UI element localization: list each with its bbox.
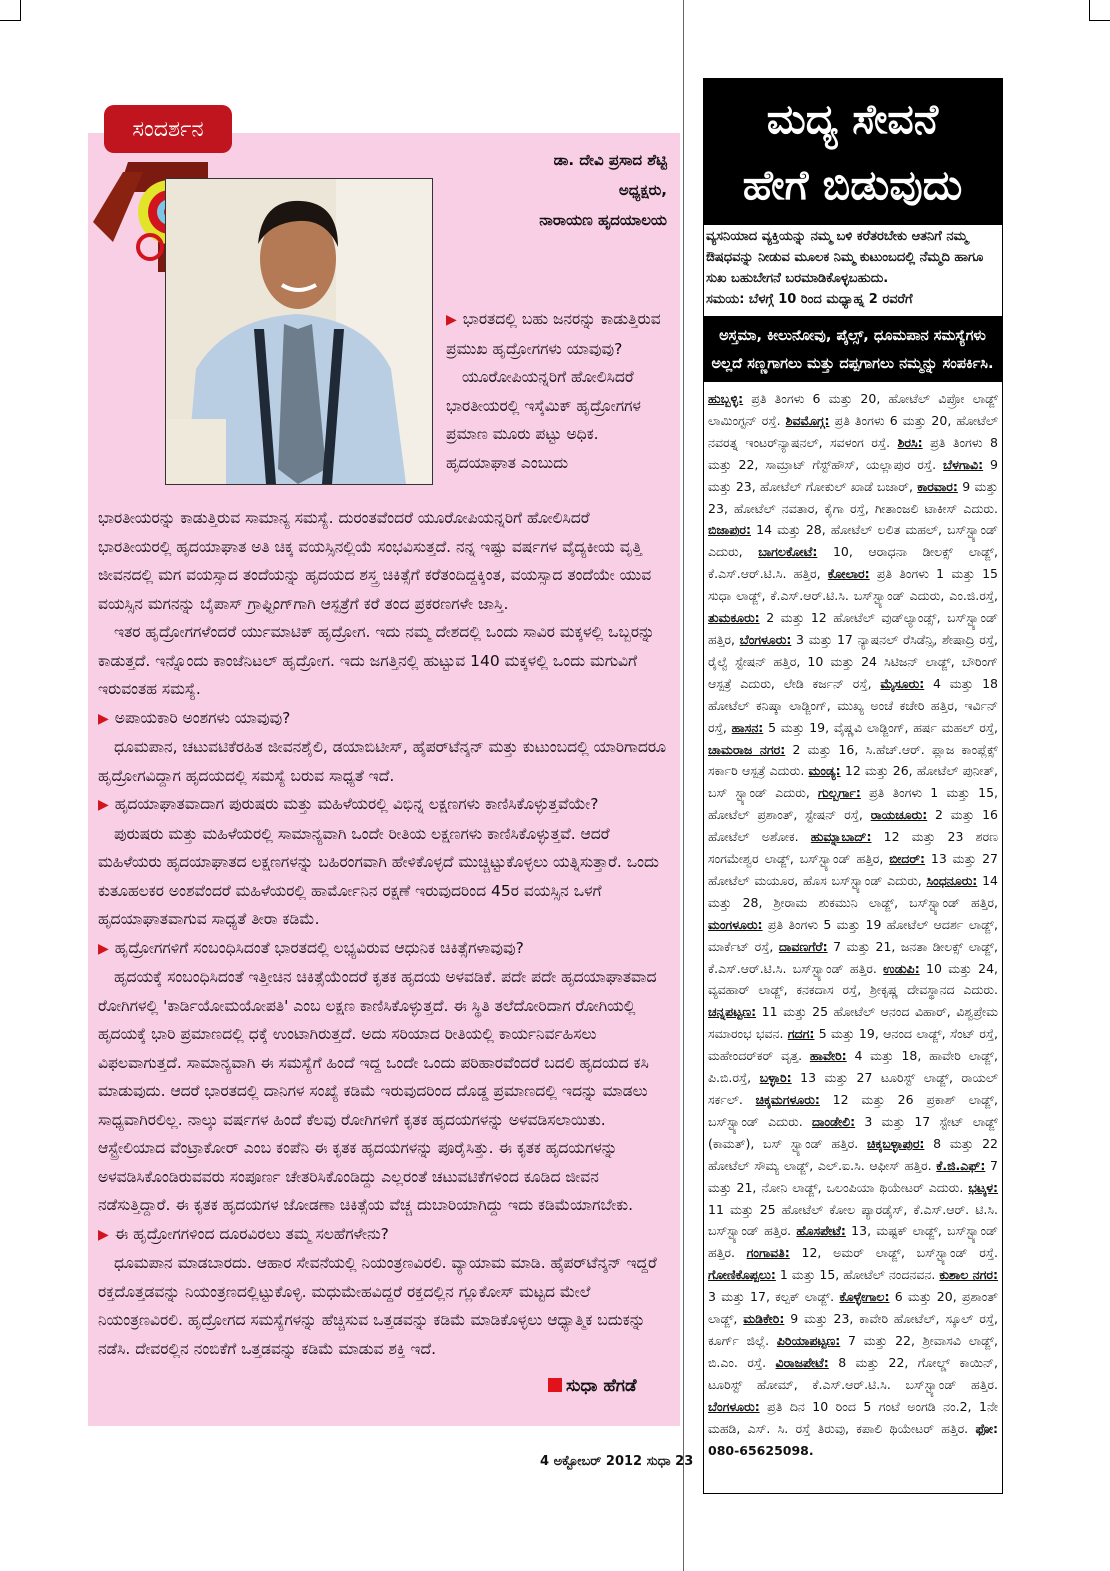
signature: ಸುಧಾ ಹೆಗಡೆ: [548, 1376, 637, 1396]
location-place: ಪಿರಿಯಾಪಟ್ಟಣ:: [776, 1332, 841, 1348]
location-place: ತುಮಕೂರು:: [708, 610, 760, 626]
location-place: ಚಿಕ್ಕಬಳ್ಳಾಪುರ:: [866, 1135, 925, 1151]
section-badge: [104, 105, 232, 153]
location-place: ಶಿರಸಿ:: [897, 434, 923, 450]
triangle-bullet-icon: ▶: [98, 710, 109, 727]
answer-5: ಧೂಮಪಾನ ಮಾಡಬಾರದು. ಆಹಾರ ಸೇವನೆಯಲ್ಲಿ ನಿಯಂತ್ರಣವಿರಲಿ. ವ್ಯಾಯಾಮ ಮಾಡಿ. ಹೈಪರ್‌ಟೆನ್ಶನ್ ಇದ್ದರೆ ರಕ್ತದೊತ್ತಡವನ್ನು ನಿಯಂತ್ರಣದಲ್ಲಿಟ್ಟುಕೊಳ್ಳಿ. ಮಧುಮೇಹವಿದ್ದರೆ ರಕ್ತದಲ್ಲಿನ ಗ್ಲೂಕೋಸ್ ಮಟ್ಟದ ಮೇಲೆ ನಿಯಂತ್ರಣವಿರಲಿ. ಹೃದ್ರೋಗದ ಸಮಸ್ಯೆಗಳನ್ನು ಹೆಚ್ಚಿಸುವ ಒತ್ತಡವನ್ನು ಕಡಿಮೆ ಮಾಡಿಕೊಳ್ಳಲು ಆಧ್ಯಾತ್ಮಿಕ ಬದುಕನ್ನು ನಡೆಸಿ. ದೇವರಲ್ಲಿನ ನಂಬಿಕೆಗೆ ಒತ್ತಡವನ್ನು ಕಡಿಮೆ ಮಾಡುವ ಶಕ್ತಿ ಇದೆ.: [98, 1254, 657, 1358]
location-place: ಚಾಮರಾಜ ನಗರ:: [708, 741, 786, 757]
location-detail: 3 ಮತ್ತು 17 ನ್ಯಾಷನಲ್ ರೆಸಿಡೆನ್ಸಿ, ಶೇಷಾದ್ರಿ ರಸ್ತೆ, ರೈಲ್ವೆ ಸ್ಟೇಷನ್ ಹತ್ತಿರ, 10 ಮತ್ತು 24 ಸಿಟಿಜನ್ ಲಾಡ್ಜ್, ಬೌರಿಂಗ್ ಆಸ್ಪತ್ರೆ ಎದುರು, ಲೇಡಿ ಕರ್ಜನ್ ರಸ್ತೆ,: [708, 631, 998, 691]
location-place: ಕೆ.ಜಿ.ಎಫ್:: [936, 1157, 986, 1173]
location-detail: 9 ಮತ್ತು 23, ಹೋಟೆಲ್ ನವತಾರ, ಕೈಗಾ ರಸ್ತೆ, ಗೀತಾಂಜಲಿ ಟಾಕೀಸ್ ಎದುರು.: [708, 478, 999, 516]
location-place: ವಿರಾಜಪೇಟೆ:: [775, 1354, 829, 1370]
location-detail: 10, ಆರಾಧನಾ ಡೀಲಕ್ಸ್ ಲಾಡ್ಜ್, ಕೆ.ಎಸ್.ಆರ್.ಟಿ.ಸಿ. ಹತ್ತಿರ,: [708, 544, 998, 582]
location-detail: 5 ಮತ್ತು 19, ಆನಂದ ಲಾಡ್ಜ್, ಸೆಂಟ್ ರಸ್ತೆ, ಮಹೇಂದರ್‌ಕರ್ ವೃತ್ತ.: [708, 1026, 999, 1064]
location-detail: 10 ಮತ್ತು 24, ವ್ಯವಹಾರ್ ಲಾಡ್ಜ್, ಕನಕದಾಸ ರಸ್ತೆ, ಶ್ರೀಕೃಷ್ಣ ದೇವಸ್ಥಾನದ ಎದುರು.: [708, 960, 998, 998]
location-place: ಕೋಲಾರ:: [827, 566, 870, 582]
triangle-bullet-icon: ▶: [98, 940, 109, 957]
page-folio: 4 ಅಕ್ಟೋಬರ್ 2012 ಸುಧಾ 23: [540, 1454, 694, 1469]
location-detail: 13 ಮತ್ತು 27 ಹೋಟೆಲ್ ಮಯೂರ, ಹೊಸ ಬಸ್‌ಸ್ಟ್ಯಾಂಡ್ ಎದುರು,: [708, 851, 998, 888]
location-place: ಭಟ್ಕಳ:: [968, 1179, 998, 1195]
sidebar-intro-text: ವ್ಯಸನಿಯಾದ ವ್ಯಕ್ತಿಯನ್ನು ನಮ್ಮ ಬಳಿ ಕರೆತರಬೇಕು ಆತನಿಗೆ ನಮ್ಮ ಔಷಧವನ್ನು ನೀಡುವ ಮೂಲಕ ನಿಮ್ಮ ಕುಟುಂಬದಲ್ಲಿ ನೆಮ್ಮದಿ ಹಾಗೂ ಸುಖ ಬಹುಬೇಗನೆ ಬರಮಾಡಿಕೊಳ್ಳಬಹುದು.: [706, 229, 984, 286]
sidebar-headline-line-2: ಹೇಗೆ ಬಿಡುವುದು: [742, 161, 963, 209]
section-badge-label: ಸಂದರ್ಶನ: [132, 116, 204, 142]
location-detail: ಪ್ರತಿ ತಿಂಗಳು 5 ಮತ್ತು 19 ಹೋಟೆಲ್ ಆದರ್ಶ ಲಾಡ್ಜ್, ಮಾರ್ಕೆಟ್ ರಸ್ತೆ,: [708, 916, 998, 954]
location-place: ಕೊಳ್ಳೇಗಾಲ:: [839, 1289, 890, 1305]
location-place: ಕಾರವಾರ:: [917, 478, 958, 494]
byline-name: ಡಾ. ದೇವಿ ಪ್ರಸಾದ ಶೆಟ್ಟಿ: [553, 151, 667, 169]
location-place: ದಾವಣಗೆರೆ:: [778, 938, 828, 954]
sidebar-headline: [703, 78, 1002, 225]
location-detail: 2 ಮತ್ತು 16, ಸಿ.ಹೆಚ್.ಆರ್. ಪ್ಲಾಜ ಕಾಂಪ್ಲೆಕ್ಸ್ ಸರ್ಕಾರಿ ಆಸ್ಪತ್ರೆ ಎದುರು.: [708, 741, 998, 779]
location-place: ಹುಮ್ನಾಬಾದ್:: [810, 829, 872, 845]
location-place: ಮಂಡ್ಯ:: [808, 763, 841, 779]
location-detail: 8 ಮತ್ತು 22 ಹೋಟೆಲ್ ಸೌಮ್ಯ ಲಾಡ್ಜ್, ಎಲ್.ಐ.ಸಿ. ಆಫೀಸ್ ಹತ್ತಿರ.: [708, 1135, 998, 1173]
location-place: ಬಳ್ಳಾರಿ:: [759, 1070, 792, 1086]
location-detail: 13, ಮಷ್ಟಕ್ ಲಾಡ್ಜ್, ಬಸ್‌ಸ್ಟ್ಯಾಂಡ್ ಹತ್ತಿರ.: [708, 1223, 998, 1261]
location-entry: [708, 1267, 939, 1282]
article-narrow-block: [446, 305, 666, 477]
triangle-bullet-icon: ▶: [98, 1226, 109, 1243]
answer-1-part-3: ಇತರ ಹೃದ್ರೋಗಗಳೆಂದರೆ ರ್ಯುಮಾಟಿಕ್ ಹೃದ್ರೋಗ. ಇದು ನಮ್ಮ ದೇಶದಲ್ಲಿ ಒಂದು ಸಾವಿರ ಮಕ್ಕಳಲ್ಲಿ ಒಬ್ಬರನ್ನು ಕಾಡುತ್ತದೆ. ಇನ್ನೊಂದು ಕಾಂಜೆನಿಟಲ್ ಹೃದ್ರೋಗ. ಇದು ಜಗತ್ತಿನಲ್ಲಿ ಹುಟ್ಟುವ 140 ಮಕ್ಕಳಲ್ಲಿ ಒಂದು ಮಗುವಿಗೆ ಇರುವಂತಹ ಸಮಸ್ಯೆ.: [98, 623, 655, 698]
byline: [455, 145, 667, 235]
location-detail: ಪ್ರತಿ ತಿಂಗಳು 6 ಮತ್ತು 20, ಹೋಟೆಲ್ ವಿಪ್ರೋ ಲಾಡ್ಜ್ ಲಾಮಿಂಗ್ಟನ್ ರಸ್ತೆ.: [708, 391, 998, 428]
location-place: ಮೈಸೂರು:: [880, 675, 925, 691]
location-place: ಹಾಸನ:: [731, 719, 764, 735]
location-place: ರಾಯಚೂರು:: [870, 807, 928, 823]
question-5: ▶ ಈ ಹೃದ್ರೋಗಗಳಿಂದ ದೂರವಿರಲು ತಮ್ಮ ಸಲಹೆಗಳೇನು?: [98, 1224, 389, 1243]
answer-1-part-1: ಯೂರೋಪಿಯನ್ನರಿಗೆ ಹೋಲಿಸಿದರೆ ಭಾರತೀಯರಲ್ಲಿ ಇಸ್ಕೆಮಿಕ್ ಹೃದ್ರೋಗಗಳ ಪ್ರಮಾಣ ಮೂರು ಪಟ್ಟು ಅಧಿಕ. ಹೃದಯಾಘಾತ ಎಂಬುದು: [446, 368, 641, 472]
location-detail: 12, ಅಮರ್ ಲಾಡ್ಜ್, ಬಸ್‌ಸ್ಟ್ಯಾಂಡ್ ರಸ್ತೆ.: [789, 1245, 998, 1261]
location-entry: [747, 1245, 998, 1260]
red-square-icon: [548, 1378, 562, 1392]
crop-mark: [1089, 0, 1110, 21]
location-place: ಉಡುಪಿ:: [883, 960, 920, 976]
location-detail: 7 ಮತ್ತು 21, ನೋನಿ ಲಾಡ್ಜ್, ಒಲಂಪಿಯಾ ಥಿಯೇಟರ್ ಎದುರು.: [708, 1157, 998, 1195]
location-detail: 4 ಮತ್ತು 18 ಹೋಟೆಲ್ ಕನಿಷ್ಕಾ ಲಾಡ್ಜಿಂಗ್, ಮುಖ್ಯ ಅಂಚೆ ಕಚೇರಿ ಹತ್ತಿರ, ಇರ್ವಿನ್ ರಸ್ತೆ,: [708, 675, 998, 735]
location-place: ಬೆಂಗಳೂರು:: [739, 631, 792, 647]
location-detail: ಪ್ರತಿ ತಿಂಗಳು 1 ಮತ್ತು 15, ಹೋಟೆಲ್ ಪ್ರಶಾಂತ್, ಸ್ಟೇಷನ್ ರಸ್ತೆ,: [708, 785, 999, 823]
question-4: ▶ ಹೃದ್ರೋಗಗಳಿಗೆ ಸಂಬಂಧಿಸಿದಂತೆ ಭಾರತದಲ್ಲಿ ಲಭ್ಯವಿರುವ ಆಧುನಿಕ ಚಿಕಿತ್ಸೆಗಳಾವುವು?: [98, 938, 524, 957]
location-place: ಗಂಗಾವತಿ:: [746, 1245, 790, 1261]
location-detail: 2 ಮತ್ತು 12 ಹೋಟೆಲ್ ವುಡ್‌ಲ್ಯಾಂಡ್ಸ್, ಬಸ್‌ಸ್ಟ್ಯಾಂಡ್ ಹತ್ತಿರ,: [708, 610, 998, 647]
location-detail: 3 ಮತ್ತು 17, ಕಲ್ಪಕ್ ಲಾಡ್ಜ್.: [708, 1289, 840, 1305]
location-place: ಬಿಜಾಪುರ:: [708, 522, 751, 538]
answer-4: ಹೃದಯಕ್ಕೆ ಸಂಬಂಧಿಸಿದಂತೆ ಇತ್ತೀಚಿನ ಚಿಕಿತ್ಸೆಯೆಂದರೆ ಕೃತಕ ಹೃದಯ ಅಳವಡಿಕೆ. ಪದೇ ಪದೇ ಹೃದಯಾಘಾತವಾದ ರೋಗಿಗಳಲ್ಲಿ 'ಕಾರ್ಡಿಯೋಮಯೋಪತಿ' ಎಂಬ ಲಕ್ಷಣ ಕಾಣಿಸಿಕೊಳ್ಳುತ್ತದೆ. ಈ ಸ್ಥಿತಿ ತಲೆದೋರಿದಾಗ ರೋಗಿಯಲ್ಲಿ ಹೃದಯಕ್ಕೆ ಭಾರಿ ಪ್ರಮಾಣದಲ್ಲಿ ಧಕ್ಕೆ ಉಂಟಾಗಿರುತ್ತದೆ. ಅದು ಸರಿಯಾದ ರೀತಿಯಲ್ಲಿ ಕಾರ್ಯನಿರ್ವಹಿಸಲು ವಿಫಲವಾಗುತ್ತದೆ. ಸಾಮಾನ್ಯವಾಗಿ ಈ ಸಮಸ್ಯೆಗೆ ಹಿಂದೆ ಇದ್ದ ಒಂದೇ ಒಂದು ಪರಿಹಾರವೆಂದರೆ ಬದಲಿ ಹೃದಯದ ಕಸಿ ಮಾಡುವುದು. ಆದರೆ ಭಾರತದಲ್ಲಿ ದಾನಿಗಳ ಸಂಖ್ಯೆ ಕಡಿಮೆ ಇರುವುದರಿಂದ ದೊಡ್ಡ ಪ್ರಮಾಣದಲ್ಲಿ ಇದನ್ನು ಮಾಡಲು ಸಾಧ್ಯವಾಗಿರಲಿಲ್ಲ. ನಾಲ್ಕು ವರ್ಷಗಳ ಹಿಂದೆ ಕೆಲವು ರೋಗಿಗಳಿಗೆ ಕೃತಕ ಹೃದಯಗಳನ್ನು ಅಳವಡಿಸಲಾಯಿತು. ಆಸ್ಟ್ರೇಲಿಯಾದ ವೆಂಟ್ರಾಕೋರ್ ಎಂಬ ಕಂಪೆನಿ ಈ ಕೃತಕ ಹೃದಯಗಳನ್ನು ಪೂರೈಸಿತ್ತು. ಈ ಕೃತಕ ಹೃದಯಗಳನ್ನು ಅಳವಡಿಸಿಕೊಂಡಿರುವವರು ಸಂಪೂರ್ಣ ಚೇತರಿಸಿಕೊಂಡಿದ್ದು ಎಲ್ಲರಂತೆ ಚಟುವಟಿಕೆಗಳಿಂದ ಕೂಡಿದ ಜೀವನ ನಡೆಸುತ್ತಿದ್ದಾರೆ. ಈ ಕೃತಕ ಹೃದಯಗಳ ಜೋಡಣಾ ಚಿಕಿತ್ಸೆಯ ವೆಚ್ಚ ದುಬಾರಿಯಾಗಿದ್ದು ಇದು ಕಡಿಮೆಯಾಗಬೇಕು.: [98, 968, 657, 1214]
sidebar-phone: ಫೋ: 080-65625098.: [708, 1420, 998, 1458]
crop-mark: [0, 0, 21, 21]
triangle-bullet-icon: ▶: [98, 797, 109, 813]
sidebar-time: ಸಮಯ: ಬೆಳಗ್ಗೆ 10 ರಿಂದ ಮಧ್ಯಾಹ್ನ 2 ರವರೆಗೆ: [706, 292, 913, 307]
location-place: ಬೆಂಗಳೂರು:: [708, 1398, 760, 1414]
location-place: ಬೀದರ್:: [889, 851, 926, 867]
location-detail: 12 ಮತ್ತು 23 ಶರಣ ಸಂಗಮೇಶ್ವರ ಲಾಡ್ಜ್, ಬಸ್‌ಸ್ಟ್ಯಾಂಡ್ ಹತ್ತಿರ,: [708, 829, 998, 867]
triangle-bullet-icon: ▶: [446, 312, 457, 328]
question-3: ▶ ಹೃದಯಾಘಾತವಾದಾಗ ಪುರುಷರು ಮತ್ತು ಮಹಿಳೆಯರಲ್ಲಿ ವಿಭಿನ್ನ ಲಕ್ಷಣಗಳು ಕಾಣಿಸಿಕೊಳ್ಳುತ್ತವೆಯೇ?: [98, 795, 599, 813]
location-detail: ಪ್ರತಿ ತಿಂಗಳು 8 ಮತ್ತು 22, ಸಾಮ್ರಾಟ್ ಗೆಸ್ಟ್‌ಹೌಸ್, ಯಲ್ಲಾಪುರ ರಸ್ತೆ.: [708, 434, 999, 472]
location-place: ಹೊಸಪೇಟೆ:: [796, 1223, 846, 1239]
location-place: ಗೋಣಿಕೊಪ್ಪಲು:: [708, 1267, 776, 1283]
location-detail: 4 ಮತ್ತು 18, ಹಾವೇರಿ ಲಾಡ್ಜ್, ಪಿ.ಬಿ.ರಸ್ತೆ,: [708, 1048, 998, 1086]
location-place: ಹಾವೇರಿ:: [809, 1048, 847, 1064]
location-detail: 5 ಮತ್ತು 19, ವೈಷ್ಣವಿ ಲಾಡ್ಜಿಂಗ್, ಹರ್ಷ ಮಹಲ್ ರಸ್ತೆ,: [763, 719, 998, 735]
location-detail: ಪ್ರತಿ ದಿನ 10 ರಿಂದ 5 ಗಂಟೆ ಅಂಗಡಿ ನಂ.2, 1ನೇ ಮಹಡಿ, ಎಸ್. ಸಿ. ರಸ್ತೆ ತಿರುವು, ಕಪಾಲಿ ಥಿಯೇಟರ್ ಹತ್ತಿರ.: [708, 1398, 998, 1436]
sidebar-band: ಅಸ್ತಮಾ, ಕೀಲುನೋವು, ಪೈಲ್ಸ್, ಧೂಮಪಾನ ಸಮಸ್ಯೆಗಳು ಅಲ್ಲದೆ ಸಣ್ಣಗಾಗಲು ಮತ್ತು ದಪ್ಪಗಾಗಲು ನಮ್ಮನ್ನು ಸಂಪರ್ಕಿಸಿ.: [703, 316, 1002, 382]
location-place: ಮಂಗಳೂರು:: [708, 916, 763, 932]
location-place: ಚಿಕ್ಕಮಗಳೂರು:: [755, 1092, 820, 1107]
location-place: ಕುಶಾಲ ನಗರ:: [939, 1267, 999, 1283]
location-place: ಸಿಂಧನೂರು:: [926, 872, 978, 888]
location-place: ಬಾಗಲಕೋಟೆ:: [758, 544, 818, 560]
answer-2: ಧೂಮಪಾನ, ಚಟುವಟಿಕೆರಹಿತ ಜೀವನಶೈಲಿ, ಡಯಾಬಿಟೀಸ್, ಹೈಪರ್‌ಟೆನ್ಶನ್ ಮತ್ತು ಕುಟುಂಬದಲ್ಲಿ ಯಾರಿಗಾದರೂ ಹೃದ್ರೋಗವಿದ್ದಾಗ ಹೃದಯದಲ್ಲಿ ಸಮಸ್ಯೆ ಬರುವ ಸಾಧ್ಯತೆ ಇದೆ.: [98, 738, 666, 785]
sidebar-intro: [706, 226, 998, 310]
location-place: ಬೆಳಗಾವಿ:: [943, 456, 984, 472]
location-place: ಶಿವಮೊಗ್ಗ:: [785, 412, 830, 428]
location-detail: 2 ಮತ್ತು 16 ಹೋಟೆಲ್ ಅಶೋಕ.: [708, 807, 998, 845]
location-detail: ಪ್ರತಿ ತಿಂಗಳು 6 ಮತ್ತು 20, ಹೋಟೆಲ್ ನವರತ್ನ ಇಂಟರ್‌ನ್ಯಾಷನಲ್, ಸವಳಂಗ ರಸ್ತೆ.: [708, 412, 998, 450]
location-place: ದಾಂಡೇಲಿ:: [812, 1113, 856, 1129]
sidebar-headline-line-1: ಮದ್ಯ ಸೇವನೆ: [766, 95, 939, 143]
location-place: ಗದಗ:: [787, 1026, 815, 1042]
location-place: ಹುಬ್ಬಳ್ಳಿ:: [708, 391, 744, 406]
location-place: ಮಡಿಕೇರಿ:: [743, 1311, 785, 1327]
location-detail: 11 ಮತ್ತು 25 ಹೋಟೆಲ್ ಆನಂದ ವಿಹಾರ್, ವಿಶ್ವಪ್ರೇಮ ಸಮಾರಂಭ ಭವನ.: [708, 1004, 998, 1042]
location-detail: 11 ಮತ್ತು 25 ಹೋಟೆಲ್ ಕೋಲ ಪ್ಯಾರಡೈಸ್, ಕೆ.ಎಸ್.ಆರ್. ಟಿ.ಸಿ. ಬಸ್‌ಸ್ಟ್ಯಾಂಡ್ ಹತ್ತಿರ.: [708, 1201, 998, 1239]
location-detail: 1 ಮತ್ತು 15, ಹೋಟೆಲ್ ನಂದನವನ.: [775, 1267, 940, 1283]
location-entry: [708, 1399, 998, 1436]
location-detail: 8 ಮತ್ತು 22, ಗೋಲ್ಡ್ ಕಾಯಿನ್, ಟೂರಿಸ್ಟ್ ಹೋಮ್, ಕೆ.ಎಸ್.ಆರ್.ಟಿ.ಸಿ. ಬಸ್‌ಸ್ಟ್ಯಾಂಡ್ ಹತ್ತಿರ.: [708, 1354, 998, 1392]
location-detail: 14 ಮತ್ತು 28, ಹೋಟೆಲ್ ಲಲಿತ ಮಹಲ್, ಬಸ್‌ಸ್ಟ್ಯಾಂಡ್ ಎದುರು,: [708, 522, 998, 560]
location-detail: ಪ್ರತಿ ತಿಂಗಳು 1 ಮತ್ತು 15 ಸುಧಾ ಲಾಡ್ಜ್, ಕೆ.ಎಸ್.ಆರ್.ಟಿ.ಸಿ. ಬಸ್‌ಸ್ಟ್ಯಾಂಡ್ ಎದುರು, ಎಂ.ಜಿ.ರಸ್ತೆ,: [708, 566, 998, 604]
location-detail: 12 ಮತ್ತು 26, ಹೋಟೆಲ್ ಪುನೀತ್, ಬಸ್ ಸ್ಟ್ಯಾಂಡ್ ಎದುರು,: [708, 763, 998, 801]
column-divider: [683, 0, 684, 1571]
byline-title: ಅಧ್ಯಕ್ಷರು,: [618, 181, 667, 199]
location-detail: 9 ಮತ್ತು 23, ಕಾವೇರಿ ಹೋಟೆಲ್, ಸ್ಕೂಲ್ ರಸ್ತೆ, ಕೂರ್ಗ್ ಜಿಲ್ಲೆ.: [708, 1311, 998, 1348]
location-detail: 9 ಮತ್ತು 23, ಹೋಟೆಲ್ ಗೋಕುಲ್ ಖಾಡೆ ಬಜಾರ್,: [708, 456, 998, 494]
answer-3: ಪುರುಷರು ಮತ್ತು ಮಹಿಳೆಯರಲ್ಲಿ ಸಾಮಾನ್ಯವಾಗಿ ಒಂದೇ ರೀತಿಯ ಲಕ್ಷಣಗಳು ಕಾಣಿಸಿಕೊಳ್ಳುತ್ತವೆ. ಆದರೆ ಮಹಿಳೆಯರು ಹೃದಯಾಘಾತದ ಲಕ್ಷಣಗಳನ್ನು ಬಹಿರಂಗವಾಗಿ ಹೇಳಿಕೊಳ್ಳದೆ ಮುಚ್ಚಿಟ್ಟುಕೊಳ್ಳಲು ಯತ್ನಿಸುತ್ತಾರೆ. ಒಂದು ಕುತೂಹಲಕರ ಅಂಶವೆಂದರೆ ಮಹಿಳೆಯರಲ್ಲಿ ಹಾರ್ಮೋನಿನ ರಕ್ಷಣೆ ಇರುವುದರಿಂದ 45ರ ವಯಸ್ಸಿನ ಒಳಗೆ ಹೃದಯಾಘಾತವಾಗುವ ಸಾಧ್ಯತೆ ತೀರಾ ಕಡಿಮೆ.: [98, 824, 659, 928]
question-1: ▶ ಭಾರತದಲ್ಲಿ ಬಹು ಜನರನ್ನು ಕಾಡುತ್ತಿರುವ ಪ್ರಮುಖ ಹೃದ್ರೋಗಗಳು ಯಾವುವು?: [446, 310, 661, 358]
sidebar-locations: [708, 388, 998, 1461]
location-place: ಚನ್ನಪಟ್ಟಣ:: [708, 1004, 757, 1020]
location-place: ಗುಲ್ಬರ್ಗಾ:: [818, 785, 861, 801]
location-detail: 3 ಮತ್ತು 17 ಸ್ಟೇಟ್ ಲಾಡ್ಜ್ (ಕಾಮತ್), ಬಸ್ ಸ್ಟ್ಯಾಂಡ್ ಹತ್ತಿರ.: [708, 1113, 998, 1151]
location-entry: [732, 720, 998, 735]
location-detail: 7 ಮತ್ತು 21, ಜನತಾ ಡೀಲಕ್ಸ್ ಲಾಡ್ಜ್, ಕೆ.ಎಸ್.ಆರ್.ಟಿ.ಸಿ. ಬಸ್‌ಸ್ಟ್ಯಾಂಡ್ ಹತ್ತಿರ.: [708, 938, 998, 976]
article-main-block: [98, 504, 666, 1363]
location-detail: 12 ಮತ್ತು 26 ಪ್ರಕಾಶ್ ಲಾಡ್ಜ್, ಬಸ್‌ಸ್ಟ್ಯಾಂಡ್ ಎದುರು.: [708, 1092, 999, 1129]
location-detail: 6 ಮತ್ತು 20, ಪ್ರಶಾಂತ್ ಲಾಡ್ಜ್,: [708, 1289, 998, 1327]
byline-org: ನಾರಾಯಣ ಹೃದಯಾಲಯ: [539, 211, 667, 229]
question-2: ▶ ಅಪಾಯಕಾರಿ ಅಂಶಗಳು ಯಾವುವು?: [98, 708, 291, 727]
location-detail: 13 ಮತ್ತು 27 ಟೂರಿಸ್ಟ್ ಲಾಡ್ಜ್, ರಾಯಲ್ ಸರ್ಕಲ್.: [708, 1070, 998, 1107]
location-detail: 7 ಮತ್ತು 22, ಶ್ರೀವಾಸವಿ ಲಾಡ್ಜ್, ಬಿ.ಎಂ. ರಸ್ತೆ.: [708, 1332, 998, 1370]
author-photo: [165, 178, 433, 485]
answer-1-part-2: ಭಾರತೀಯರನ್ನು ಕಾಡುತ್ತಿರುವ ಸಾಮಾನ್ಯ ಸಮಸ್ಯೆ. ದುರಂತವೆಂದರೆ ಯೂರೋಪಿಯನ್ನರಿಗೆ ಹೋಲಿಸಿದರೆ ಭಾರತೀಯರಲ್ಲಿ ಹೃದಯಾಘಾತ ಅತಿ ಚಿಕ್ಕ ವಯಸ್ಸಿನಲ್ಲಿಯೆ ಸಂಭವಿಸುತ್ತದೆ. ನನ್ನ ಇಷ್ಟು ವರ್ಷಗಳ ವೈದ್ಯಕೀಯ ವೃತ್ತಿ ಜೀವನದಲ್ಲಿ ಮಗ ವಯಸ್ಸಾದ ತಂದೆಯನ್ನು ಹೃದಯದ ಶಸ್ತ್ರ ಚಿಕಿತ್ಸೆಗೆ ಕರೆತಂದಿದ್ದಕ್ಕಿಂತ, ವಯಸ್ಸಾದ ತಂದೆಯೇ ಯುವ ವಯಸ್ಸಿನ ಮಗನನ್ನು ಬೈಪಾಸ್ ಗ್ರಾಫ್ಟಿಂಗ್‌ಗಾಗಿ ಆಸ್ಪತ್ರೆಗೆ ಕರೆ ತಂದ ಪ್ರಕರಣಗಳೇ ಜಾಸ್ತಿ.: [98, 509, 652, 613]
location-detail: 14 ಮತ್ತು 28, ಶ್ರೀರಾಮ ಶುಕಮುನಿ ಲಾಡ್ಜ್, ಬಸ್‌ಸ್ಟ್ಯಾಂಡ್ ಹತ್ತಿರ,: [708, 872, 998, 910]
